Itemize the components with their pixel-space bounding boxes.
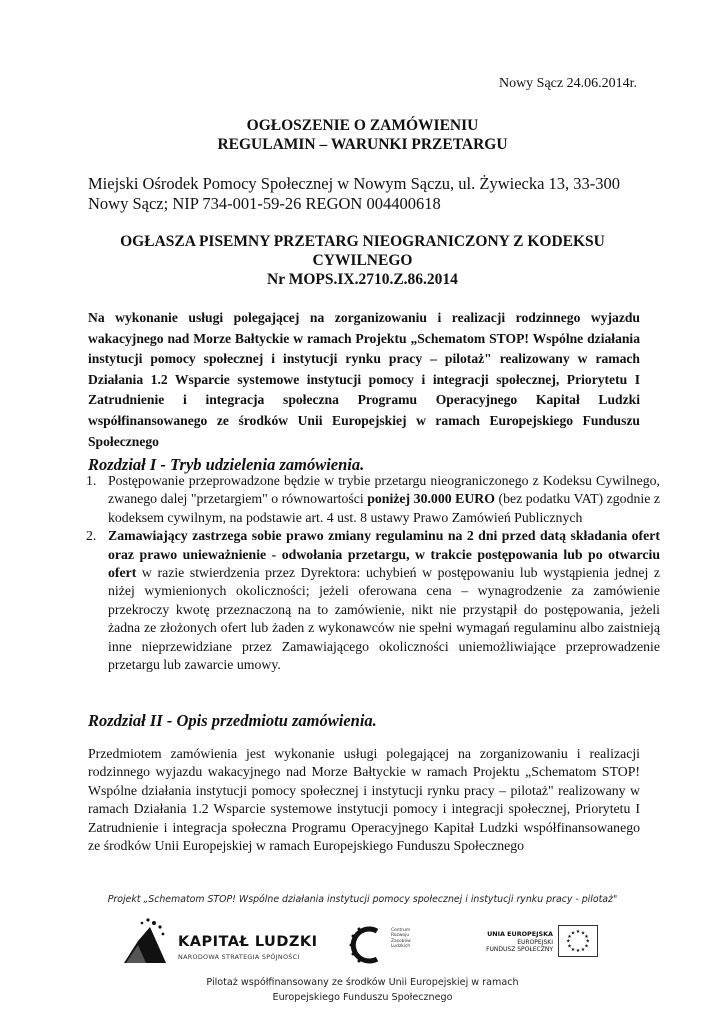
list-item: [86, 472, 660, 527]
svg-text:★: ★: [585, 938, 591, 945]
document-title: OGŁOSZENIE O ZAMÓWIENIU: [246, 117, 479, 134]
kapital-ludzki-emblem-icon: [120, 915, 170, 965]
announcement-line-2: CYWILNEGO: [312, 252, 413, 269]
crzl-line: Zasobów: [391, 938, 411, 944]
crzl-emblem-icon: [345, 923, 389, 967]
footer-note-line-1: Pilotaż współfinansowany ze środków Unii Europejskiej w ramach: [206, 977, 519, 988]
kapital-ludzki-title: KAPITAŁ LUDZKI: [178, 934, 318, 950]
kapital-ludzki-subtitle: NARODOWA STRATEGIA SPÓJNOŚCI: [178, 953, 300, 961]
chapter-1-list: [88, 472, 660, 674]
svg-text:★: ★: [570, 946, 576, 953]
svg-text:★: ★: [584, 933, 589, 940]
crzl-line: Rozwoju: [391, 933, 410, 939]
list-item-text: Postępowanie przeprowadzone będzie w trybie przetargu nieograniczonego z Kodeksu Cywilnego, zwanego dalej "przetargiem" o równowartości: [108, 473, 660, 507]
list-item: [86, 527, 660, 674]
svg-text:★: ★: [567, 943, 572, 950]
crzl-line: Centrum: [391, 928, 411, 933]
crzl-logo: [345, 923, 425, 967]
institution-line-1: Miejski Ośrodek Pomocy Społecznej w Nowym Sączu, ul. Żywiecka 13, 33-300: [88, 174, 621, 193]
footer-project-name: Projekt „Schematom STOP! Wspólne działania instytucji pomocy społecznej i instytucji rynku pracy - pilotaż": [107, 894, 618, 905]
svg-text:★: ★: [580, 930, 586, 937]
svg-text:★: ★: [575, 948, 581, 955]
chapter-2-title: Rozdział II - Opis przedmiotu zamówienia.: [88, 711, 377, 730]
institution-address: [88, 174, 648, 214]
document-subtitle: REGULAMIN – WARUNKI PRZETARGU: [217, 136, 508, 153]
crzl-text: [391, 928, 411, 950]
footer-logos: [120, 915, 610, 973]
svg-text:★: ★: [584, 943, 589, 950]
footer-note-line-2: Europejskiego Funduszu Społecznego: [272, 992, 453, 1003]
svg-text:★: ★: [575, 929, 581, 935]
chapter-1-title: Rozdział I - Tryb udzielenia zamówienia.: [88, 455, 365, 474]
chapter-2-paragraph: Przedmiotem zamówienia jest wykonanie usługi polegającej na zorganizowaniu i realizacji rodzinnego wyjazdu wakacyjnego nad Morze Bałtyckie w ramach Projektu „Schematom STOP! Wspólne działania instytucji pomocy społecznej i instytucji rynku pracy – pilotaż" realizowany w ramach Działania 1.2 Wsparcie systemowe instytucji pomocy i integracji społecznej, Priorytetu I Zatrudnienie i integracja społeczna Programu Operacyjnego Kapitał Ludzki współfinansowanego ze środków Unii Europejskiej w ramach Europejskiego Funduszu Społecznego: [88, 746, 640, 854]
list-item-emphasis: Zamawiający zastrzega sobie prawo zmiany regulaminu na 2 dni przed datą składania ofert oraz prawo unieważnienie - odwołania przetargu, w trakcie postępowania lub po otwarciu ofert: [108, 528, 660, 581]
document-date: Nowy Sącz 24.06.2014r.: [498, 76, 637, 91]
list-item-text: w razie stwierdzenia przez Dyrektora: uchybień w postępowaniu lub wystąpienia jednej z niżej wymienionych okoliczności; jeżeli oferowana cena – wynagrodzenie za zamówienie przekroczy kwotę przeznaczoną na to zamówienie, nikt nie przystąpił do postępowania, jeżeli żadna ze złożonych ofert lub żaden z wykonawców nie spełni wymagań regulaminu albo zaistnieją inne nieprzewidziane przez Zamawiającego okoliczności uniemożliwiające przeprowadzenie przetargu lub zawarcie umowy.: [108, 565, 660, 673]
svg-text:★: ★: [580, 946, 586, 953]
svg-text:★: ★: [570, 930, 576, 937]
eu-flag-icon: [558, 925, 598, 957]
list-item-emphasis: poniżej 30.000 EURO: [367, 491, 495, 507]
svg-text:★: ★: [565, 938, 571, 945]
announcement-heading: [60, 232, 665, 289]
announcement-number: Nr MOPS.IX.2710.Z.86.2014: [267, 271, 458, 288]
list-item-text: (bez podatku VAT) zgodnie z kodeksem cywilnym, na podstawie art. 4 ust. 8 ustawy Prawo Zamówień Publicznych: [108, 491, 660, 525]
kapital-ludzki-logo: [120, 915, 320, 973]
eu-fund-line-1: EUROPEJSKI: [517, 939, 553, 946]
intro-paragraph: Na wykonanie usługi polegającej na zorganizowaniu i realizacji rodzinnego wyjazdu wakacyjnego nad Morze Bałtyckie w ramach Projektu „Schematom STOP! Wspólne działania instytucji pomocy społecznej i instytucji rynku pracy – pilotaż" realizowany w ramach Działania 1.2 Wsparcie systemowe instytucji pomocy i integracji społecznej, Priorytetu I Zatrudnienie i integracja społeczna Programu Operacyjnego Kapitał Ludzki współfinansowanego ze środków Unii Europejskiej w ramach Europejskiego Funduszu Społecznego: [88, 310, 640, 449]
institution-line-2: Nowy Sącz; NIP 734-001-59-26 REGON 004400618: [88, 194, 441, 213]
list-item-number: 1.: [86, 473, 97, 488]
crzl-line: Ludzkich: [391, 944, 411, 950]
eu-fund-line-2: FUNDUSZ SPOŁECZNY: [486, 946, 553, 953]
list-item-number: 2.: [86, 528, 97, 544]
announcement-line-1: OGŁASZA PISEMNY PRZETARG NIEOGRANICZONY Z KODEKSU: [120, 233, 605, 250]
svg-text:★: ★: [567, 933, 572, 940]
eu-title: UNIA EUROPEJSKA: [487, 930, 553, 938]
eu-logo: [460, 925, 620, 965]
footer-cofinancing-note: [0, 975, 725, 1005]
